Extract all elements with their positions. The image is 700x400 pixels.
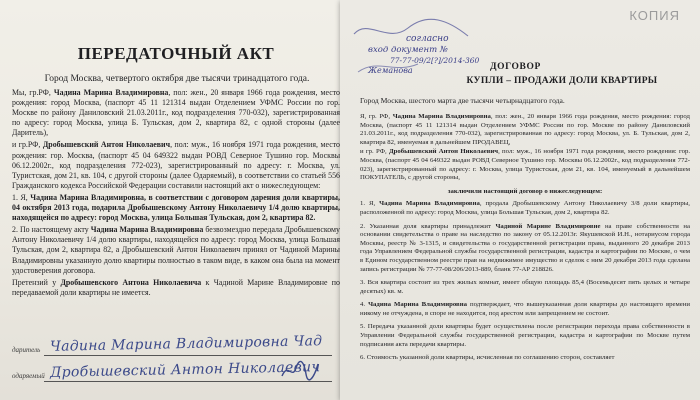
act-city-date: Город Москва, четвертого октября две тысячи тринадцатого года.: [44, 74, 310, 84]
act-paragraph: 2. По настоящему акту Чадина Марина Владимировна безвозмездно передала Дробышевскому Антону Николаевичу 1/4 долю квартиры, находящейся по адресу: город Москва, улица Большая Тульская, дом 2, квартира 82, а Дробышевский Антон Николаевич принял от Чадиной Марины Владимировны указанную долю квартиры полностью в таком виде, в каком она была на момент удостоверения договора.: [12, 225, 340, 275]
contract-party-paragraph: и гр. РФ, Дробышевский Антон Николаевич, пол: муж., 16 ноября 1971 года рождения, место рождения: гор. Москва, (паспорт 45 04 649322 выдан РОВД Северное Тушино гор. Москвы 06.12.2002г., код подразделения 772-023), зарегистрированный по адресу: г. Москва, улица Туристская, дом 21, кв. 104, именуемый в дальнейшем ПОКУПАТЕЛЬ, с другой стороны,: [360, 148, 691, 182]
giver-label: даритель: [12, 346, 41, 354]
registration-stamp: [348, 14, 498, 76]
act-body: [12, 88, 340, 300]
act-title: ПЕРЕДАТОЧНЫЙ АКТ: [77, 44, 275, 63]
contract-clause: 3. Вся квартира состоит из трех жилых комнат, имеет общую площадь 85,4 (Восемьдесят пять целых и четыре десятых) кв. м.: [360, 279, 690, 295]
stamp-text-1: согласно: [406, 34, 449, 44]
giver-signature-row: [12, 333, 342, 360]
contract-city-date: Город Москва, шестого марта две тысячи четырнадцатого года.: [360, 96, 565, 105]
contract-subtitle: КУПЛИ – ПРОДАЖИ ДОЛИ КВАРТИРЫ: [466, 76, 658, 86]
receiver-signature-row: [12, 359, 342, 386]
copy-watermark: КОПИЯ: [629, 8, 680, 23]
contract-clause: 1. Я, Чадина Марина Владимировна, продала Дробышевскому Антону Николаевичу 3/8 доли квартиры, расположенной по адресу: город Москва, улица Большая Тульская, дом 2, квартира 82.: [360, 200, 690, 216]
contract-clause: 5. Передача указанной доли квартиры будет осуществлена после регистрации перехода права собственности в Управлении Федеральной службы государственной регистрации, кадастра и картографии по Москве путем подписания акта передачи квартиры.: [360, 323, 690, 348]
stamp-text-2: вход документ №: [368, 45, 448, 55]
contract-party-paragraph: Я, гр. РФ, Чадина Марина Владимировна, пол: жен., 20 января 1966 года рождения, место рождения: город Москва, (паспорт 45 11 121314 выдан Отделением УФМС России по гор. Москве по району Даниловский 21.03.2011г., код подразделения 770-032), зарегистрированная по адресу: город Москва, ул. Б. Тульская, дом 2, квартира 82, именуемая в дальнейшем ПРОДАВЕЦ,: [360, 113, 690, 146]
act-paragraph: Претензий у Дробышевского Антона Николаевича к Чадиной Марине Владимировне по передаваемой доли квартиры не имеется.: [12, 277, 340, 297]
contract-clause: 4. Чадина Марина Владимировна подтверждает, что вышеуказанная доля квартиры до настоящего времени никому не отчуждена, в споре не находится, под арестом или запрещением не состоит.: [360, 301, 691, 317]
signature-line: [44, 355, 332, 356]
contract-title: ДОГОВОР: [490, 62, 541, 72]
stamp-text-3: 77-77-09/2[?]/2014-360: [390, 56, 480, 65]
contract-section-heading: заключили настоящий договор о нижеследующем:: [447, 187, 603, 195]
act-paragraph: и гр.РФ, Дробышевский Антон Николаевич, пол: муж., 16 ноября 1971 года рождения, место рождения: гор. Москва, (паспорт 45 04 649322 выдан РОВД Северное Тушино гор. Москвы 06.12.2002г., код подразделения 772-023), зарегистрированный по адресу: г. Москва, ул. Туристская, дом 21, кв. 104, с другой стороны (далее Одаряемый), в соответствии со статьей 556 Гражданского кодекса Российской Федерации составили настоящий акт о нижеследующем:: [12, 140, 340, 190]
stamp-text-4: Жеманова: [368, 66, 413, 75]
giver-handwritten-name: Чадина Марина Владимировна Чад: [49, 333, 323, 355]
contract-body: [360, 113, 690, 364]
signature-scribble-icon: [280, 360, 320, 382]
right-document-page: [340, 0, 700, 400]
contract-clause: 2. Указанная доля квартиры принадлежит Чадиной Марине Владимировне на праве собственности на основании свидетельства о праве на наследство по закону от 05.12.2013г. Якушевской И.Н., нотариусом города Москвы, реестр № 3-1315, и свидетельства о государственной регистрации права, выданного 20 декабря 2013 года Управлением Федеральной службы государственной регистрации, кадастра и картографии по Москве, о чем в Едином государственном реестре прав на недвижимое имущество и сделок с ним 20 декабря 2013 года сделана запись регистрации № 77-77-08/206/2013-889, бланк 77-АР 218826.: [360, 222, 690, 273]
act-paragraph: 1. Я, Чадина Марина Владимировна, в соответствии с договором дарения доли квартиры, 04 октября 2013 года, подарила Дробышевскому Антону Николаевичу 1/4 долю квартиры, находящейся по адресу: город Москва, улица Большая Тульская, дом 2, квартира 82.: [12, 192, 341, 223]
receiver-label: одаряемый: [12, 372, 45, 380]
contract-clause: 6. Стоимость указанной доли квартиры, исчисленная по соглашению сторон, составляет: [360, 354, 615, 362]
receiver-handwritten-name: Дробышевский Антон Николаевич: [49, 359, 321, 381]
act-paragraph: Мы, гр.РФ, Чадина Марина Владимировна, пол: жен., 20 января 1966 года рождения, место рождения: город Москва, (паспорт 45 11 121314 выдан Отделением УФМС России по гор. Москве по району Даниловский 21.03.2011г., код подразделения 770-032), зарегистрированная по адресу: город Москва, улица Б. Тульская, дом 2, квартира 82, с одной стороны (далее Даритель),: [12, 88, 340, 138]
